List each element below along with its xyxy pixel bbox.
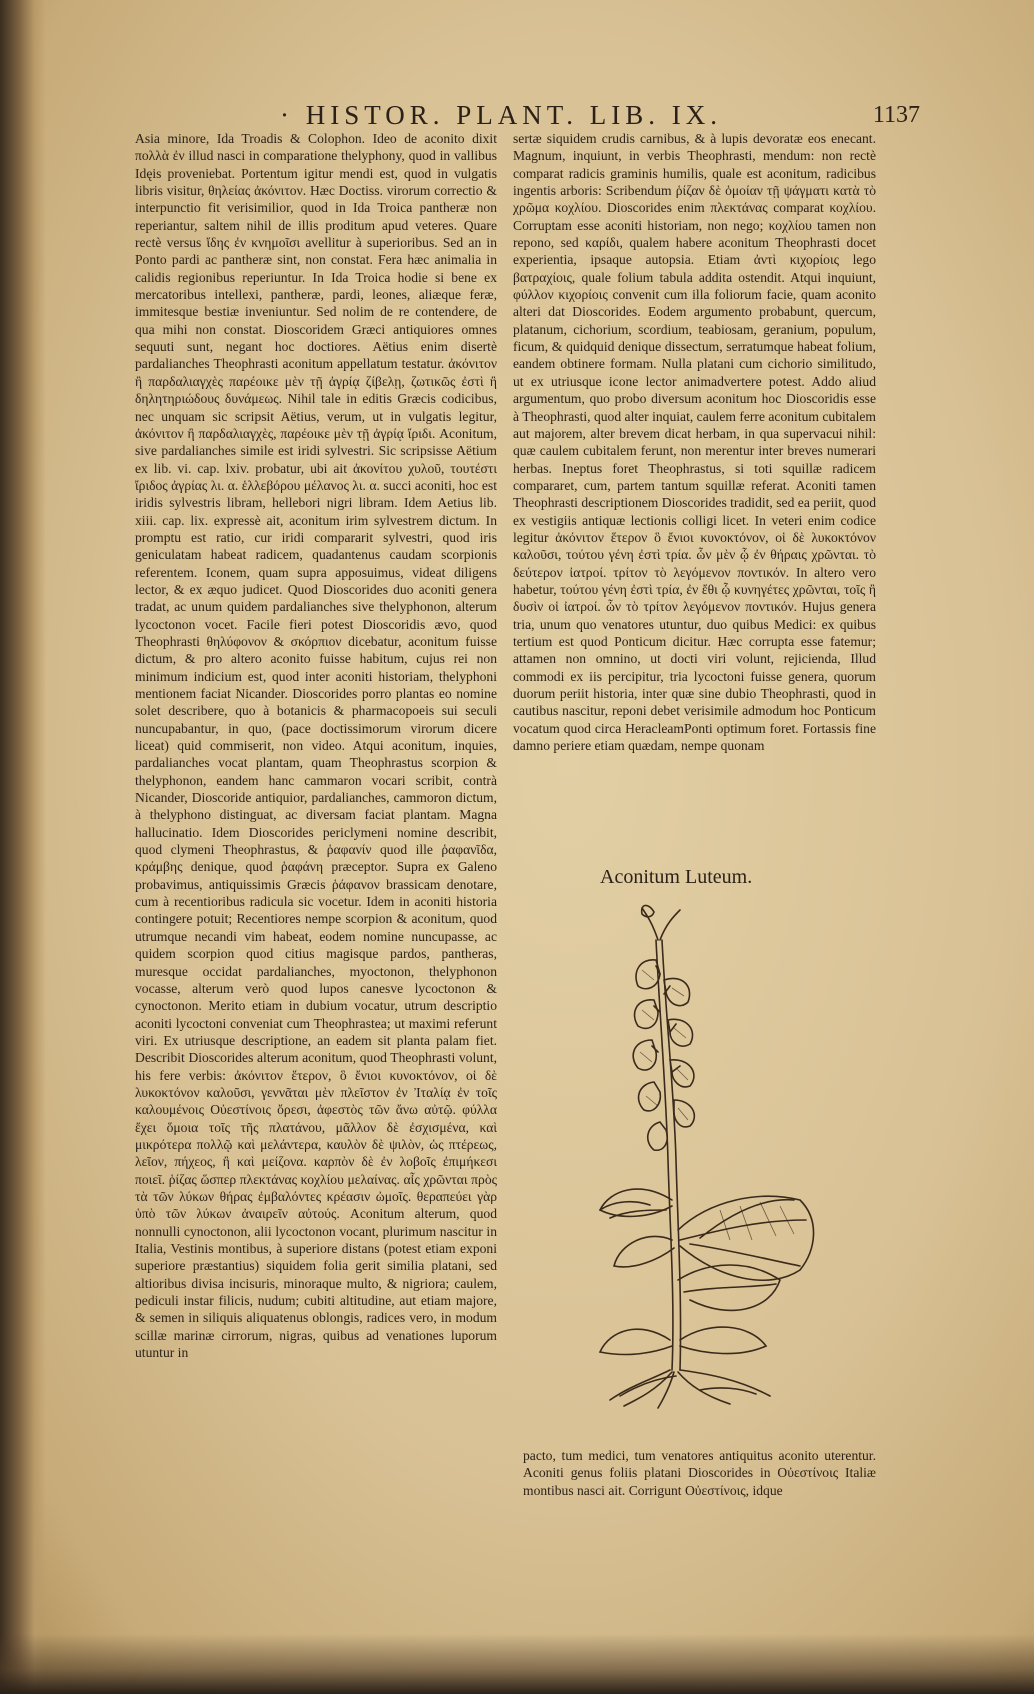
right-column-text: sertæ siquidem crudis carnibus, & à lupis devoratæ eos enecant. Magnum, inquiunt, in verbis Theophrasti, mendum: non rectè comparat radicis graminis humilis, quale est aconitum, radicibus ingentis arboris: Scribendum ῥίζαν δὲ ὁμοίαν τῇ ψάγματι κατὰ τὸ χρῶμα κοχλίου. Dioscorides enim πλεκτάνας comparat κοχλίου. Corruptam esse aconiti historiam, non nego; κοχλίου tamen non repono, sed καρίδι, qualem habere aconitum Theophrasti docet experientia, ipsaque autopsia. Etiam ἀντὶ κιχορίοις lego βατραχίοις, quale folium tabula addita ostendit. Atqui inquiunt, φύλλον κιχορίοις convenit cum illa foliorum facie, quam aconito alteri dat Dioscorides. Eodem argumento probabunt, quercum, platanum, cichorium, scordium, teabiosam, geranium, populum, ficum, & quidquid denique dissectum, serratumque habeat folium, eandem obtinere formam. Nulla platani cum cichorio similitudo, ut ex utriusque icone lector animadvertere potest. Addo aliud argumentum, quo probo diversum aconitum hoc Dioscoridis esse à Theophrasti, quod alter inquiat, caulem ferre aconitum cubitalem aut majorem, alter brevem dicat herbam, in qua supervacui nihil: quæ caulem cubitalem ferunt, non merentur inter breves numerari herbas. Ineptus foret Theophrastus, si toti squillæ radicem compararet, cum, partem tantum squillæ referat. Aconiti tamen Theophrasti descriptionem Dioscorides tradidit, sed ea periit, quod ex vestigiis antiquæ lectionis colligi licet. In veteri enim codice legitur ἀκόνιτον ἕτερον ὃ ἔνιοι κυνοκτόνον, οἱ δὲ λυκοκτόνον καλοῦσι, τούτου γένη ἐστὶ τρία. ὧν μὲν ᾧ ἐν θήραις χρῶνται. τὸ δεύτερον ἰατροί. τρίτον τὸ λεγόμενον ποντικόν. In altero vero habetur, τούτου γένη ἐστὶ τρία, ἐν ἔθι ᾧ κυνηγέτες χρῶνται, τοῖς ἢ δυσὶν οἱ ἰατροί. ὧν τὸ τρίτον λεγόμενον ποντικόν. Hujus genera tria, unum quo venatores utuntur, duo quibus Medici: ex quibus tertium est quod Ponticum dicitur. Hæc corrupta esse fatemur; attamen non omnino, ut docti viri volunt, rejicienda, Illud commodi ex iis percipitur, tria lycoctoni fuisse genera, quorum duorum periit historia, inter quæ sine dubio Theophrasti, quod in cautibus nascitur, reponi debet verisimile admodum hoc Ponticum vocatum quod circa HeracleamPonti optimum foret. Fortassis fine damno periere etiam quædam, nempe quonam [513, 131, 876, 754]
aconitum-woodcut-illustration [580, 900, 850, 1410]
running-title: · HISTOR. PLANT. LIB. IX. [280, 100, 722, 130]
page-bottom-shadow [0, 1634, 1034, 1694]
left-column-text: Asia minore, Ida Troadis & Colophon. Ideo de aconito dixit πολλὰ ἐν illud nasci in comparatione thelyphony, quod in vallibus Idęis proveniebat. Portentum igitur mendi est, quod in vulgatis libris visitur, θηλείας ἀκόνιτον. Hæc Doctiss. virorum correctio & interpunctio fit verisimilior, quod in Ida Troica pantheræ non reperiantur, saltem nihil de illis proditum apud veteres. Quare rectè versus ἴδης ἐν κνημοῖσι avellitur à superioribus. Sed an in Ponto pardi ac pantheræ sint, non constat. Fera hæc animalia in calidis regionibus reperiuntur. In Ida Troica hodie si bene ex mercatoribus intellexi, pantheræ, pardi, leones, aliæque feræ, immitesque bestiæ inveniuntur. Sed nolim de re contendere, de qua mihi non constat. Dioscoridem Græci antiquiores omnes sequuti sunt, negant hoc doctiores. Aëtius enim disertè pardalianches Theophrasti aconitum appellatum testatur. ἀκόνιτον ἢ παρδαλιαγχὲς παρέοικε μὲν τῇ ἀγρίᾳ ζίβελῃ, ζωτικῶς ἐστὶ ἢ δηλητηριώδους δυνάμεως. Nihil tale in editis Græcis codicibus, nec unquam sic scripsit Aëtius, verum, ut in vulgatis legitur, ἀκόνιτον ἢ παρδαλιαγχὲς, παρέοικε μὲν τῇ ἀγρίᾳ ἴριδι. Aconitum, sive pardalianches simile est iridi sylvestri. Sic scripsisse Aëtium ex lib. vi. cap. lxiv. probatur, ubi ait ἀκονίτου χυλοῦ, τουτέστι ἴριδος ἀγρίας λι. α. ἑλλεβόρου μέλανος λι. α. succi aconiti, hoc est iridis sylvestris libram, hellebori nigri libram. Idem Aetius lib. xiii. cap. lix. expressè ait, aconitum irim sylvestrem dictum. In promptu est ratio, cur iridi compararit sylvestri, quod iris geniculatam habeat radicem, quadantenus caudam scorpionis referentem. Iconem, quam supra apposuimus, videat diligens lector, & ex æquo judicet. Quod Dioscorides duo aconiti genera tradat, ac unum quidem pardalianches sive thelyphonon, alterum lycoctonon vocet. Facile fieri potest Dioscoridis ævo, quod Theophrasti θηλύφονον & σκόρπιον dicebatur, aconitum fuisse dictum, & pro altero aconito fuisse habitum, cujus rei non minimum indicium est, quod inter aconiti historiam, thelyphoni mentionem faciat Nicander. Dioscorides porro plantas eo nomine solet describere, quo à botanicis & pharmacopoeis sui seculi nuncupabantur, in quo, (pace doctissimorum virorum dicere liceat) quid commiserit, non video. Atqui aconitum, inquies, pardalianches vocat plantam, quam Theophrastus scorpion & thelyphonon, eandem hanc cammaron vocari scribit, contrà Nicander, Dioscoride antiquior, pardalianches, cammoron dictum, à thelyphono distinguat, ac diversam faciat plantam. Magna hallucinatio. Idem Dioscorides periclymeni nomine describit, quod clymeni Theophrastus, & ῥαφανίν quod ille ῥαφανῖδα, κράμβης denique, quod ῥαφάνη præceptor. Supra ex Galeno probavimus, antiquissimis Græcis ῥάφανον brassicam denotare, cum à recentioribus radicula sic vocetur. Idem in aconiti historia contingere potuit; Recentiores nempe scorpion & aconitum, quod utrumque necandi vim habeat, eodem nomine nuncupasse, ac quidem scorpion quod citius magisque pardos, pantheras, muresque occidat pardalianches, myoctonon, thelyphonon vocasse, alterum verò quod lupos canesve lycoctonon & cynoctonon. Merito etiam in dubium vocatur, utrum descriptio aconiti lycoctoni conveniat cum Theophrastea; ut maximi referunt viri. Ex utriusque descriptione, an eadem sit planta palam fiet. Describit Dioscorides alterum aconitum, quod Theophrasti volunt, his fere verbis: ἀκόνιτον ἕτερον, ὃ ἔνιοι κυνοκτόνον, οἱ δὲ λυκοκτόνον καλοῦσι, γεννᾶται μὲν πλεῖστον ἐν Ἰταλίᾳ ἐν τοῖς καλουμένοις Οὐεστίνοις ὄρεσι, ἀφεστὸς τῶν ἄνω αὐτῷ. φύλλα ἔχει ὅμοια τοῖς τῆς πλατάνου, μᾶλλον δὲ ἐσχισμένα, καὶ μικρότερα πολλῷ καὶ μελάντερα, καυλὸν δὲ ψιλὸν, ὡς πτέρεως, λεῖον, πήχεος, ἢ καὶ μείζονα. καρπὸν δὲ ἐν λοβοῖς ἐπιμήκεσι ποιεῖ. ῥίζας ὥσπερ πλεκτάνας κοχλίου μελαίνας. αἷς χρῶνται πρὸς τὰ τῶν λύκων θήρας ἐμβαλόντες κρέασιν ὠμοῖς. θεραπεύει γὰρ ὑπὸ τῶν λύκων ἀναιρεῖν αὐτούς. Aconitum alterum, quod nonnulli cynoctonon, alii lycoctonon vocant, plurimum nascitur in Italia, Vestinis montibus, à superiore distans (potest etiam exponi superiore præstantius) siquidem folia gerit similia platani, sed altioribus divisa incisuris, minoraque multo, & nigriora; caulem, pediculi instar filicis, nudum; cubiti altitudine, aut etiam majore, & semen in siliquis aliquatenus oblongis, radices vero, in modum scillæ marinæ cirrorum, nigras, quibus ad venationes luporum utuntur in [135, 131, 497, 1361]
running-header [260, 100, 920, 134]
page-number: 1137 [872, 102, 920, 128]
figure-caption: Aconitum Luteum. [600, 866, 753, 888]
right-column-continuation: pacto, tum medici, tum venatores antiquitus aconito uterentur. Aconiti genus foliis platani Dioscorides in Οὐεστίνοις Italiæ montibus nasci ait. Corrigunt Οὐεστίνοις, idque [523, 1448, 876, 1498]
book-gutter [0, 0, 46, 1694]
